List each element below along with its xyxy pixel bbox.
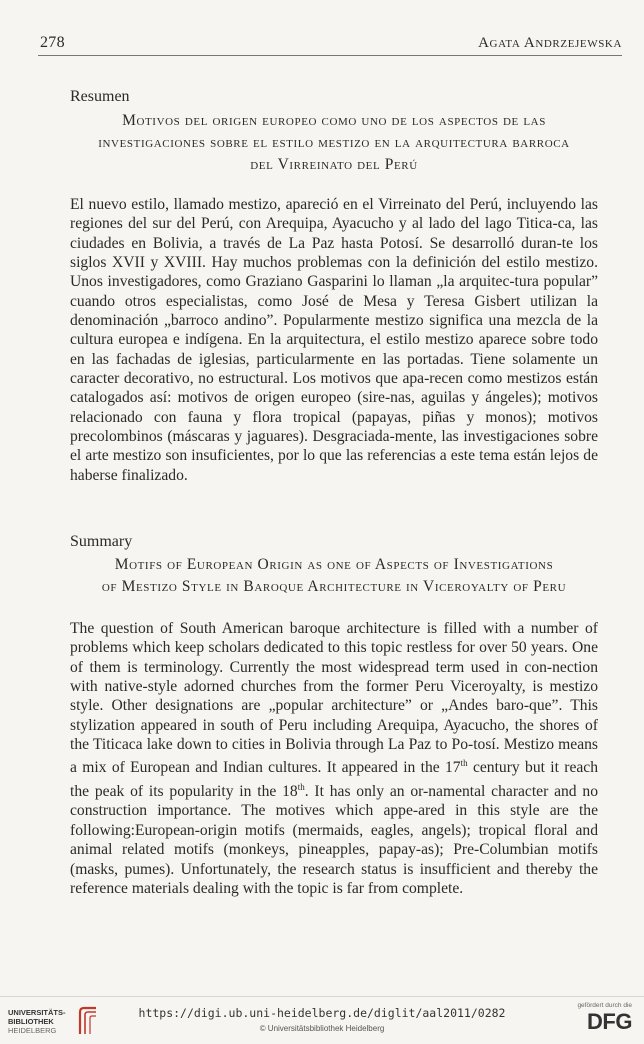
summary-sup-2: th	[297, 781, 305, 792]
footer-divider	[0, 996, 644, 997]
permalink-url[interactable]: https://digi.ub.uni-heidelberg.de/diglit/aal2011/0282	[138, 1006, 506, 1020]
summary-title-line-2: of Mestizo Style in Baroque Architecture in Viceroyalty of Peru	[101, 578, 567, 595]
resumen-body: El nuevo estilo, llamado mestizo, apareció en el Virreinato del Perú, incluyendo las regiones del sur del Perú, con Arequipa, Ayacucho y al lado del lago Titica-ca, las ciudades en Bolivia, a través de La Paz hasta Potosí. Se desarrolló duran-te los siglos XVII y XVIII. Hay muchos problemas con la definición del estilo mestizo. Unos investigadores, como Graziano Gasparini lo llaman „la arquitec-tura popular” cuando otros especialistas, como José de Mesa y Teresa Gisbert utilizan la denominación „barroco andino”. Popularmente mestizo significa una mezcla de la cultura europea e indígena. En la arquitectura, el estilo mestizo aparece sobre todo en las fachadas de iglesias, particularmente en las portadas. Tiene solamente un caracter decorativo, no estructural. Los motivos que apa-recen como mestizos están catalogados así: motivos de origen europeo (sire-nas, aguilas y ángeles); motivos relacionado con fauna y flora tropical (papayas, piñas y monos); motivos precolombinos (máscaras y jaguares). Desgraciada-mente, las investigaciones sobre el arte mestizo son insuficientes, por lo que las referencias a este tema están lejos de haberse finalizado.	[70, 196, 598, 484]
copyright-notice: © Universitätsbibliothek Heidelberg	[259, 1024, 385, 1033]
library-name-line-2: BIBLIOTHEK	[8, 1017, 54, 1026]
funder-label: gefördert durch die	[577, 1002, 632, 1009]
library-name-line-3: HEIDELBERG	[8, 1026, 57, 1035]
summary-body-part-3: . It has only an or-namental character and no construction importance. The motives which appe-ared in this style are the following:European-origin motifs (mermaids, eagles, angels); tropical floral and animal related motifs (monkeys, pineapples, papay-as); Pre-Columbian motifs (masks, pumes). Unfortunately, the research status is insufficient and thereby the reference materials dealing with the topic is far from complete.	[70, 783, 599, 897]
resumen-label: Resumen	[70, 88, 130, 105]
summary-title	[70, 554, 598, 598]
funder-logo[interactable]	[572, 1002, 632, 1034]
summary-section	[70, 533, 598, 898]
header-rule	[38, 55, 622, 56]
summary-body-part-1: The question of South American baroque architecture is filled with a number of problems which keep scholars dedicated to this topic restless for over 50 years. One of them is terminology. Currently the most widespread term used in con-nection with native-style adorned churches from the former Peru Viceroyalty, is mestizo style. Other designations are „popular architecture” or „Andes baro-que”. This stylization appeared in south of Peru including Arequipa, Ayacucho, the shores of the Titicaca lake down to cities in Bolivia through La Paz to Po-tosí. Mestizo means a mix of European and Indian cultures. It appeared in the 17	[70, 620, 598, 777]
summary-title-line-1: Motifs of European Origin as one of Aspects of Investigations	[114, 556, 554, 573]
summary-body	[70, 619, 598, 898]
resumen-section	[70, 88, 598, 485]
library-name-line-1: UNIVERSITÄTS-	[8, 1008, 66, 1017]
resumen-title-line-2: investigaciones sobre el estilo mestizo en la arquitectura barroca	[98, 134, 570, 151]
resumen-title-line-1: Motivos del origen europeo como uno de los aspectos de las	[122, 112, 546, 129]
summary-sup-1: th	[460, 758, 468, 769]
resumen-title-line-3: del Virreinato del Perú	[250, 156, 418, 173]
resumen-title	[70, 110, 598, 176]
summary-body-part-2: century but it reach the peak of its popularity in the 18	[70, 759, 599, 801]
running-head: Agata Andrzejewska	[478, 35, 622, 51]
summary-label: Summary	[70, 533, 133, 550]
digitization-footer	[0, 996, 644, 1044]
dfg-logo: DFG	[587, 1009, 632, 1034]
page-number: 278	[40, 34, 65, 51]
